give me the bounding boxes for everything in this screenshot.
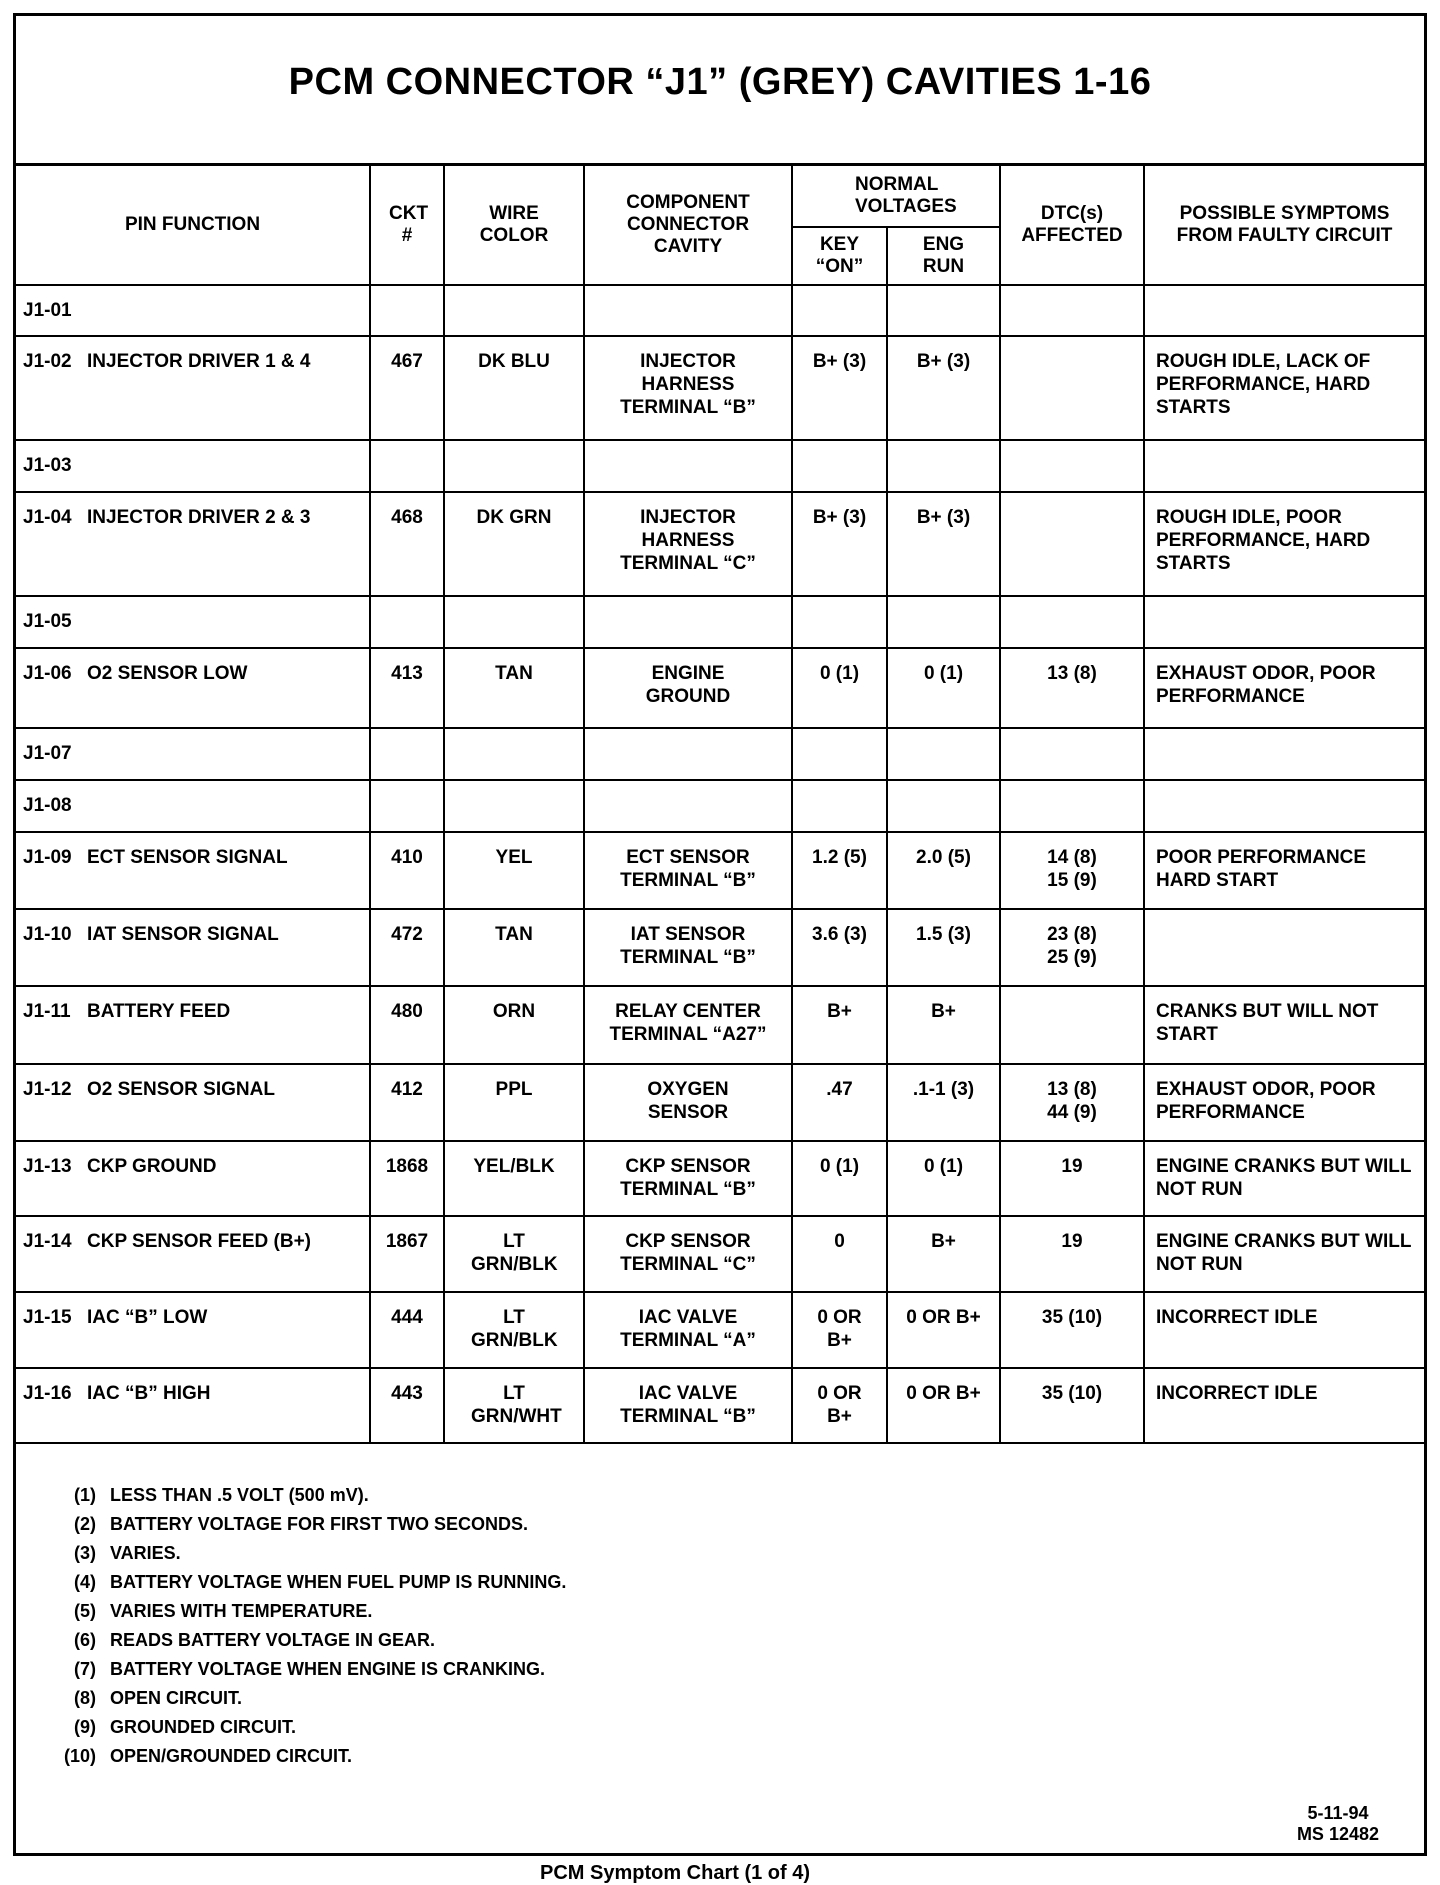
table-row [16,832,1424,909]
ckt-cell [370,728,444,780]
eng-run-cell: B+ [887,1216,1000,1292]
pin-cell [16,596,370,648]
pin-cell [16,648,370,728]
pin-cell [16,1141,370,1216]
note-text: GROUNDED CIRCUIT. [110,1717,297,1737]
note-number: (5) [74,1601,96,1621]
key-on-cell [792,728,887,780]
pin-cell [16,1292,370,1368]
document-number: MS 12482 [1296,1824,1379,1844]
component-cell: IAC VALVE TERMINAL “B” [584,1368,792,1443]
key-on-cell [792,440,887,492]
list-item [56,1626,566,1655]
pinout-sheet [13,13,1427,1856]
note-text: BATTERY VOLTAGE WHEN ENGINE IS CRANKING. [110,1659,546,1679]
table-row [16,440,1424,492]
list-item [56,1568,566,1597]
symptom-cell [1144,596,1424,648]
note-text: BATTERY VOLTAGE WHEN FUEL PUMP IS RUNNING. [110,1572,567,1592]
pin-function: IAT SENSOR SIGNAL [87,924,279,945]
pin-id: J1-04 [23,507,72,528]
component-cell: IAT SENSOR TERMINAL “B” [584,909,792,986]
note-text: BATTERY VOLTAGE FOR FIRST TWO SECONDS. [110,1514,528,1534]
wire-cell: YEL/BLK [444,1141,584,1216]
table-row [16,1216,1424,1292]
symptom-cell: POOR PERFORMANCE HARD START [1144,832,1424,909]
document-code [1297,1803,1379,1845]
eng-run-cell: 0 (1) [887,648,1000,728]
wire-cell: LT GRN/BLK [444,1292,584,1368]
eng-run-cell: B+ (3) [887,336,1000,440]
ckt-cell [370,440,444,492]
table-row [16,986,1424,1064]
symptom-cell [1144,780,1424,832]
eng-run-cell: 1.5 (3) [887,909,1000,986]
pin-id: J1-09 [23,847,72,868]
component-cell: OXYGEN SENSOR [584,1064,792,1141]
pin-id: J1-12 [23,1079,72,1100]
eng-run-cell: 0 OR B+ [887,1368,1000,1443]
note-text: READS BATTERY VOLTAGE IN GEAR. [110,1630,436,1650]
dtc-cell: 19 [1000,1141,1144,1216]
wire-cell: TAN [444,909,584,986]
ckt-cell [370,596,444,648]
pin-id: J1-01 [23,300,72,321]
header-component: COMPONENT CONNECTOR CAVITY [584,166,792,285]
ckt-cell: 467 [370,336,444,440]
pin-function: IAC “B” HIGH [87,1383,211,1404]
wire-cell: ORN [444,986,584,1064]
key-on-cell: 1.2 (5) [792,832,887,909]
list-item [56,1655,566,1684]
key-on-cell: .47 [792,1064,887,1141]
dtc-cell: 19 [1000,1216,1144,1292]
table-row [16,648,1424,728]
table-row [16,492,1424,596]
ckt-cell: 468 [370,492,444,596]
ckt-cell: 443 [370,1368,444,1443]
symptom-cell: CRANKS BUT WILL NOT START [1144,986,1424,1064]
dtc-cell [1000,440,1144,492]
dtc-cell [1000,986,1144,1064]
pin-cell [16,1216,370,1292]
pin-cell [16,492,370,596]
note-text: VARIES WITH TEMPERATURE. [110,1601,373,1621]
list-item [56,1742,566,1771]
pin-cell [16,336,370,440]
note-number: (4) [74,1572,96,1592]
pin-function: BATTERY FEED [87,1001,231,1022]
document-date: 5-11-94 [1307,1803,1369,1823]
ckt-cell: 1868 [370,1141,444,1216]
key-on-cell: 0 OR B+ [792,1292,887,1368]
key-on-cell: 0 [792,1216,887,1292]
symptom-cell [1144,440,1424,492]
wire-cell [444,285,584,336]
eng-run-cell: 0 OR B+ [887,1292,1000,1368]
pin-function: CKP SENSOR FEED (B+) [87,1231,311,1252]
note-number: (3) [74,1543,96,1563]
key-on-cell [792,780,887,832]
dtc-cell [1000,780,1144,832]
pin-cell [16,832,370,909]
note-number: (7) [74,1659,96,1679]
eng-run-cell: B+ (3) [887,492,1000,596]
pin-id: J1-02 [23,351,72,372]
ckt-cell: 444 [370,1292,444,1368]
component-cell [584,728,792,780]
component-cell: ENGINE GROUND [584,648,792,728]
component-cell: IAC VALVE TERMINAL “A” [584,1292,792,1368]
note-number: (9) [74,1717,96,1737]
note-number: (8) [74,1688,96,1708]
pin-id: J1-11 [23,1001,71,1022]
pin-id: J1-10 [23,924,72,945]
header-wire-color: WIRE COLOR [444,166,584,285]
eng-run-cell: 2.0 (5) [887,832,1000,909]
page-title: PCM CONNECTOR “J1” (GREY) CAVITIES 1-16 [288,61,1152,103]
ckt-cell: 480 [370,986,444,1064]
wire-cell: DK BLU [444,336,584,440]
dtc-cell [1000,728,1144,780]
list-item [56,1597,566,1626]
dtc-cell [1000,336,1144,440]
pin-id: J1-05 [23,611,72,632]
symptom-cell: EXHAUST ODOR, POOR PERFORMANCE [1144,648,1424,728]
symptom-cell: INCORRECT IDLE [1144,1368,1424,1443]
key-on-cell [792,285,887,336]
pin-id: J1-06 [23,663,72,684]
wire-cell: LT GRN/BLK [444,1216,584,1292]
pin-id: J1-14 [23,1231,72,1252]
dtc-cell: 35 (10) [1000,1368,1144,1443]
pin-function: CKP GROUND [87,1156,217,1177]
dtc-cell: 14 (8) 15 (9) [1000,832,1144,909]
key-on-cell: 0 (1) [792,648,887,728]
eng-run-cell [887,596,1000,648]
pinout-table [16,166,1424,1444]
eng-run-cell [887,728,1000,780]
ckt-cell: 1867 [370,1216,444,1292]
note-text: LESS THAN .5 VOLT (500 mV). [110,1485,369,1505]
eng-run-cell: B+ [887,986,1000,1064]
symptom-cell [1144,909,1424,986]
wire-cell: TAN [444,648,584,728]
table-row [16,596,1424,648]
pin-cell [16,1064,370,1141]
table-row [16,1141,1424,1216]
title-box [16,16,1424,166]
table-row [16,1368,1424,1443]
pin-function: O2 SENSOR SIGNAL [87,1079,275,1100]
ckt-cell: 410 [370,832,444,909]
key-on-cell: B+ (3) [792,336,887,440]
note-number: (2) [74,1514,96,1534]
header-pin-function: PIN FUNCTION [16,166,370,285]
component-cell [584,780,792,832]
key-on-cell: 0 OR B+ [792,1368,887,1443]
table-row [16,728,1424,780]
pin-cell [16,986,370,1064]
component-cell: INJECTOR HARNESS TERMINAL “C” [584,492,792,596]
ckt-cell [370,285,444,336]
table-row [16,336,1424,440]
footnotes [56,1481,566,1771]
wire-cell [444,440,584,492]
pin-id: J1-07 [23,743,72,764]
pin-id: J1-03 [23,455,72,476]
pin-function: INJECTOR DRIVER 1 & 4 [87,351,311,372]
note-number: (6) [74,1630,96,1650]
note-text: VARIES. [110,1543,181,1563]
ckt-cell: 413 [370,648,444,728]
key-on-cell: 0 (1) [792,1141,887,1216]
dtc-cell: 35 (10) [1000,1292,1144,1368]
pin-function: O2 SENSOR LOW [87,663,248,684]
pin-id: J1-13 [23,1156,72,1177]
table-row [16,1292,1424,1368]
dtc-cell [1000,492,1144,596]
pin-id: J1-16 [23,1383,72,1404]
table-row [16,285,1424,336]
note-text: OPEN/GROUNDED CIRCUIT. [110,1746,353,1766]
pin-function: INJECTOR DRIVER 2 & 3 [87,507,311,528]
key-on-cell: 3.6 (3) [792,909,887,986]
list-item [56,1539,566,1568]
header-normal-voltages: NORMAL VOLTAGES [792,166,1000,227]
list-item [56,1684,566,1713]
wire-cell [444,596,584,648]
header-eng-run: ENG RUN [887,227,1000,285]
pin-function: ECT SENSOR SIGNAL [87,847,288,868]
eng-run-cell: 0 (1) [887,1141,1000,1216]
component-cell: INJECTOR HARNESS TERMINAL “B” [584,336,792,440]
symptom-cell: INCORRECT IDLE [1144,1292,1424,1368]
symptom-cell: ROUGH IDLE, LACK OF PERFORMANCE, HARD STARTS [1144,336,1424,440]
list-item [56,1510,566,1539]
eng-run-cell [887,285,1000,336]
dtc-cell: 23 (8) 25 (9) [1000,909,1144,986]
note-number: (1) [74,1485,96,1505]
pin-cell [16,285,370,336]
note-number: (10) [63,1746,96,1766]
pin-cell [16,909,370,986]
component-cell: ECT SENSOR TERMINAL “B” [584,832,792,909]
table-row [16,780,1424,832]
header-dtc: DTC(s) AFFECTED [1000,166,1144,285]
header-ckt: CKT # [370,166,444,285]
dtc-cell [1000,596,1144,648]
dtc-cell: 13 (8) 44 (9) [1000,1064,1144,1141]
symptom-cell: ENGINE CRANKS BUT WILL NOT RUN [1144,1141,1424,1216]
eng-run-cell: .1-1 (3) [887,1064,1000,1141]
table-row [16,909,1424,986]
symptom-cell: ROUGH IDLE, POOR PERFORMANCE, HARD STARTS [1144,492,1424,596]
pin-cell [16,728,370,780]
wire-cell: LT GRN/WHT [444,1368,584,1443]
header-symptoms: POSSIBLE SYMPTOMS FROM FAULTY CIRCUIT [1144,166,1424,285]
key-on-cell: B+ (3) [792,492,887,596]
wire-cell [444,780,584,832]
list-item [56,1481,566,1510]
component-cell [584,440,792,492]
key-on-cell: B+ [792,986,887,1064]
wire-cell [444,728,584,780]
symptom-cell [1144,285,1424,336]
symptom-cell: EXHAUST ODOR, POOR PERFORMANCE [1144,1064,1424,1141]
pin-cell [16,440,370,492]
ckt-cell [370,780,444,832]
header-key-on: KEY “ON” [792,227,887,285]
pin-function: IAC “B” LOW [87,1307,208,1328]
list-item [56,1713,566,1742]
wire-cell: DK GRN [444,492,584,596]
pin-cell [16,780,370,832]
ckt-cell: 412 [370,1064,444,1141]
ckt-cell: 472 [370,909,444,986]
pin-id: J1-08 [23,795,72,816]
component-cell [584,596,792,648]
pin-cell [16,1368,370,1443]
eng-run-cell [887,780,1000,832]
wire-cell: YEL [444,832,584,909]
dtc-cell [1000,285,1144,336]
note-text: OPEN CIRCUIT. [110,1688,243,1708]
component-cell: CKP SENSOR TERMINAL “B” [584,1141,792,1216]
component-cell: RELAY CENTER TERMINAL “A27” [584,986,792,1064]
wire-cell: PPL [444,1064,584,1141]
component-cell: CKP SENSOR TERMINAL “C” [584,1216,792,1292]
table-row [16,1064,1424,1141]
page-caption: PCM Symptom Chart (1 of 4) [540,1862,811,1884]
key-on-cell [792,596,887,648]
component-cell [584,285,792,336]
eng-run-cell [887,440,1000,492]
symptom-cell [1144,728,1424,780]
symptom-cell: ENGINE CRANKS BUT WILL NOT RUN [1144,1216,1424,1292]
dtc-cell: 13 (8) [1000,648,1144,728]
pin-id: J1-15 [23,1307,72,1328]
